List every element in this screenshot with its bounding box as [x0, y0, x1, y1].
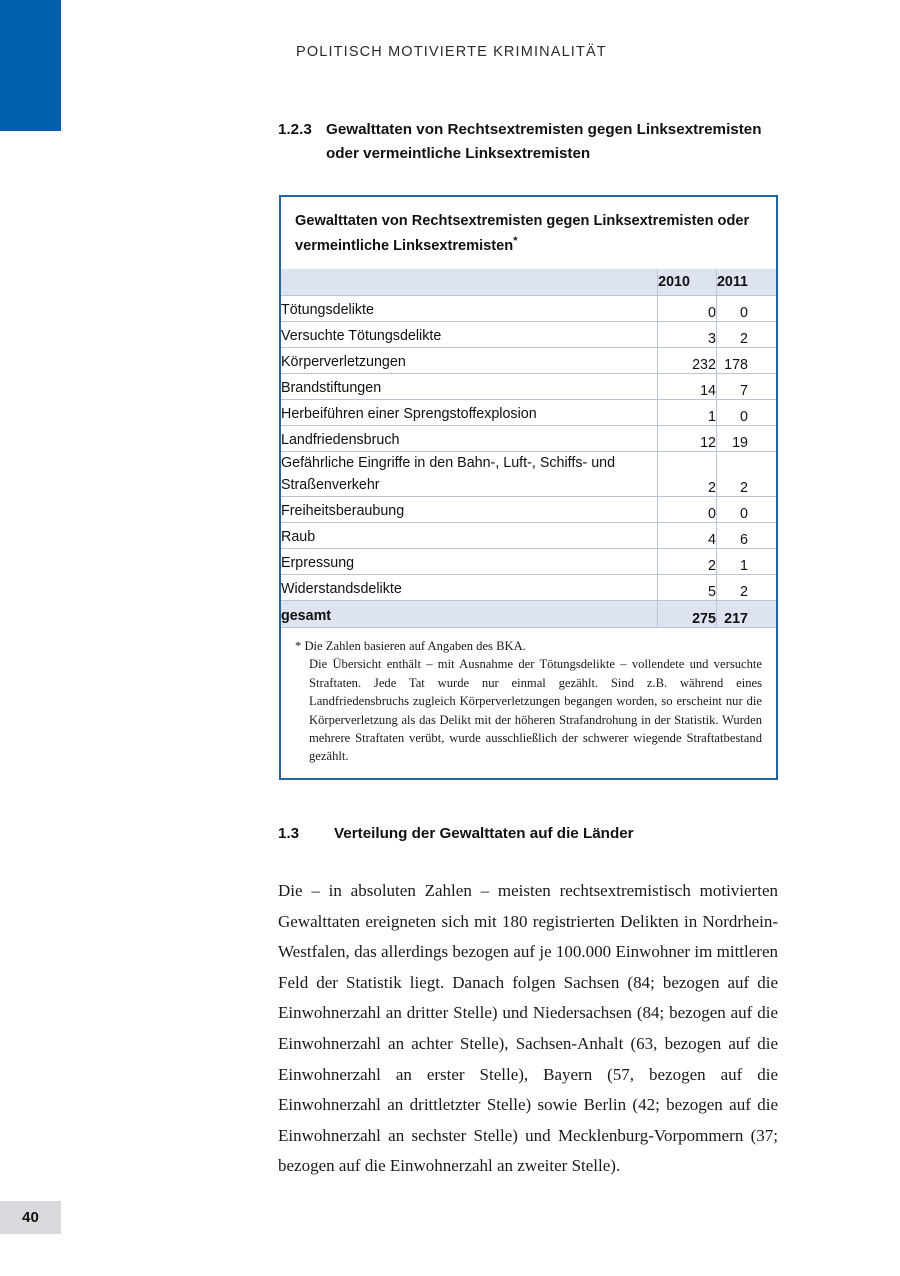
- row-value-2011: 2: [716, 322, 776, 348]
- row-value-2011: 0: [716, 497, 776, 523]
- row-value-2010: 4: [658, 523, 717, 549]
- row-label: Brandstiftungen: [281, 374, 658, 400]
- row-label: Gefährliche Eingriffe in den Bahn-, Luft-, Schiffs- und Straßenverkehr: [281, 452, 658, 497]
- row-value-2010: 2: [658, 452, 717, 497]
- column-header-2010: 2010: [658, 269, 717, 296]
- table-row: [281, 374, 776, 400]
- row-value-2010: 232: [658, 348, 717, 374]
- row-label: Raub: [281, 523, 658, 549]
- row-value-2011: 2: [716, 575, 776, 601]
- column-header-2011: 2011: [716, 269, 776, 296]
- table-body: [281, 296, 776, 628]
- table-row: [281, 575, 776, 601]
- table-title-text: Gewalttaten von Rechtsextremisten gegen Linksextremisten oder vermeintliche Linksextremisten: [295, 213, 750, 254]
- table-row: [281, 322, 776, 348]
- running-head: POLITISCH MOTIVIERTE KRIMINALITÄT: [296, 44, 607, 60]
- footnote-line-one-text: Die Zahlen basieren auf Angaben des BKA.: [304, 639, 526, 653]
- table-row: [281, 426, 776, 452]
- row-value-2011: 2: [716, 452, 776, 497]
- page-number-box: [0, 1201, 61, 1234]
- footnote-marker: *: [295, 639, 302, 653]
- row-value-2011: 1: [716, 549, 776, 575]
- row-value-2011: 178: [716, 348, 776, 374]
- offences-table: [281, 269, 776, 628]
- table-footnote: [281, 628, 776, 778]
- table-row: [281, 452, 776, 497]
- row-value-2011: 19: [716, 426, 776, 452]
- row-value-2010: 12: [658, 426, 717, 452]
- row-value-2010: 3: [658, 322, 717, 348]
- row-label: Herbeiführen einer Sprengstoffexplosion: [281, 400, 658, 426]
- table-row: [281, 400, 776, 426]
- column-header-offence: [281, 269, 658, 296]
- row-value-2011: 7: [716, 374, 776, 400]
- section-title-1-3: Verteilung der Gewalttaten auf die Länder: [334, 825, 634, 842]
- row-value-2011: 0: [716, 400, 776, 426]
- row-value-2010: 0: [658, 497, 717, 523]
- row-value-2010: 5: [658, 575, 717, 601]
- statistics-table-panel: [279, 195, 778, 780]
- row-value-2010: 1: [658, 400, 717, 426]
- total-value-2011: 217: [716, 601, 776, 628]
- section-heading-1-3: [278, 823, 788, 845]
- table-head: [281, 269, 776, 296]
- table-total-row: [281, 601, 776, 628]
- row-label: Widerstandsdelikte: [281, 575, 658, 601]
- table-column-header-row: [281, 269, 776, 296]
- total-label: gesamt: [281, 601, 658, 628]
- section-heading-1-2-3: [278, 118, 788, 166]
- row-label: Landfriedensbruch: [281, 426, 658, 452]
- row-label: Freiheitsberaubung: [281, 497, 658, 523]
- row-label: Tötungsdelikte: [281, 296, 658, 322]
- table-row: [281, 348, 776, 374]
- table-row: [281, 296, 776, 322]
- row-label: Körperverletzungen: [281, 348, 658, 374]
- row-value-2011: 0: [716, 296, 776, 322]
- section-title-1-2-3: Gewalttaten von Rechtsextremisten gegen Linksextremisten oder vermeintliche Linksextremisten: [326, 121, 762, 162]
- table-row: [281, 549, 776, 575]
- row-label: Versuchte Tötungsdelikte: [281, 322, 658, 348]
- table-row: [281, 523, 776, 549]
- row-value-2011: 6: [716, 523, 776, 549]
- row-value-2010: 0: [658, 296, 717, 322]
- section-number-1-3: 1.3: [278, 825, 300, 842]
- footnote-line-one: [295, 637, 762, 655]
- body-paragraph: Die – in absoluten Zahlen – meisten rechtsextremistisch motivierten Gewalttaten ereigneten sich mit 180 registrierten Delikten in Nordrhein-Westfalen, das allerdings bezogen auf je 100.000 Einwohner im mittleren Feld der Statistik liegt. Danach folgen Sachsen (84; bezogen auf die Einwohnerzahl an dritter Stelle) und Niedersachsen (84; bezogen auf die Einwohnerzahl an achter Stelle), Sachsen-Anhalt (63, bezogen auf die Einwohnerzahl an erster Stelle), Bayern (57, bezogen auf die Einwohnerzahl an drittletzter Stelle) sowie Berlin (42; bezogen auf die Einwohnerzahl an sechster Stelle) und Mecklenburg-Vorpommern (37; bezogen auf die Einwohnerzahl an zweiter Stelle).: [278, 881, 778, 1176]
- row-value-2010: 14: [658, 374, 717, 400]
- table-title: [281, 197, 776, 269]
- section-number-1-2-3: 1.2.3: [278, 121, 312, 138]
- footnote-body-text: Die Übersicht enthält – mit Ausnahme der Tötungsdelikte – vollendete und versuchte Straftaten. Jede Tat wurde nur einmal gezählt. Sind z.B. während eines Landfriedensbruchs zugleich Körperverletzungen begangen worden, so erscheint nur die Körperverletzung als das Delikt mit der höheren Strafandrohung in der Statistik. Wurden mehrere Straftaten verübt, wurde ausschließlich der schwerer wiegende Straftatbestand gezählt.: [309, 657, 762, 764]
- table-title-footnote-marker: *: [513, 235, 518, 248]
- page-number: 40: [21, 1209, 40, 1226]
- total-value-2010: 275: [658, 601, 717, 628]
- row-label: Erpressung: [281, 549, 658, 575]
- row-value-2010: 2: [658, 549, 717, 575]
- table-row: [281, 497, 776, 523]
- decorative-corner-block: [0, 0, 61, 131]
